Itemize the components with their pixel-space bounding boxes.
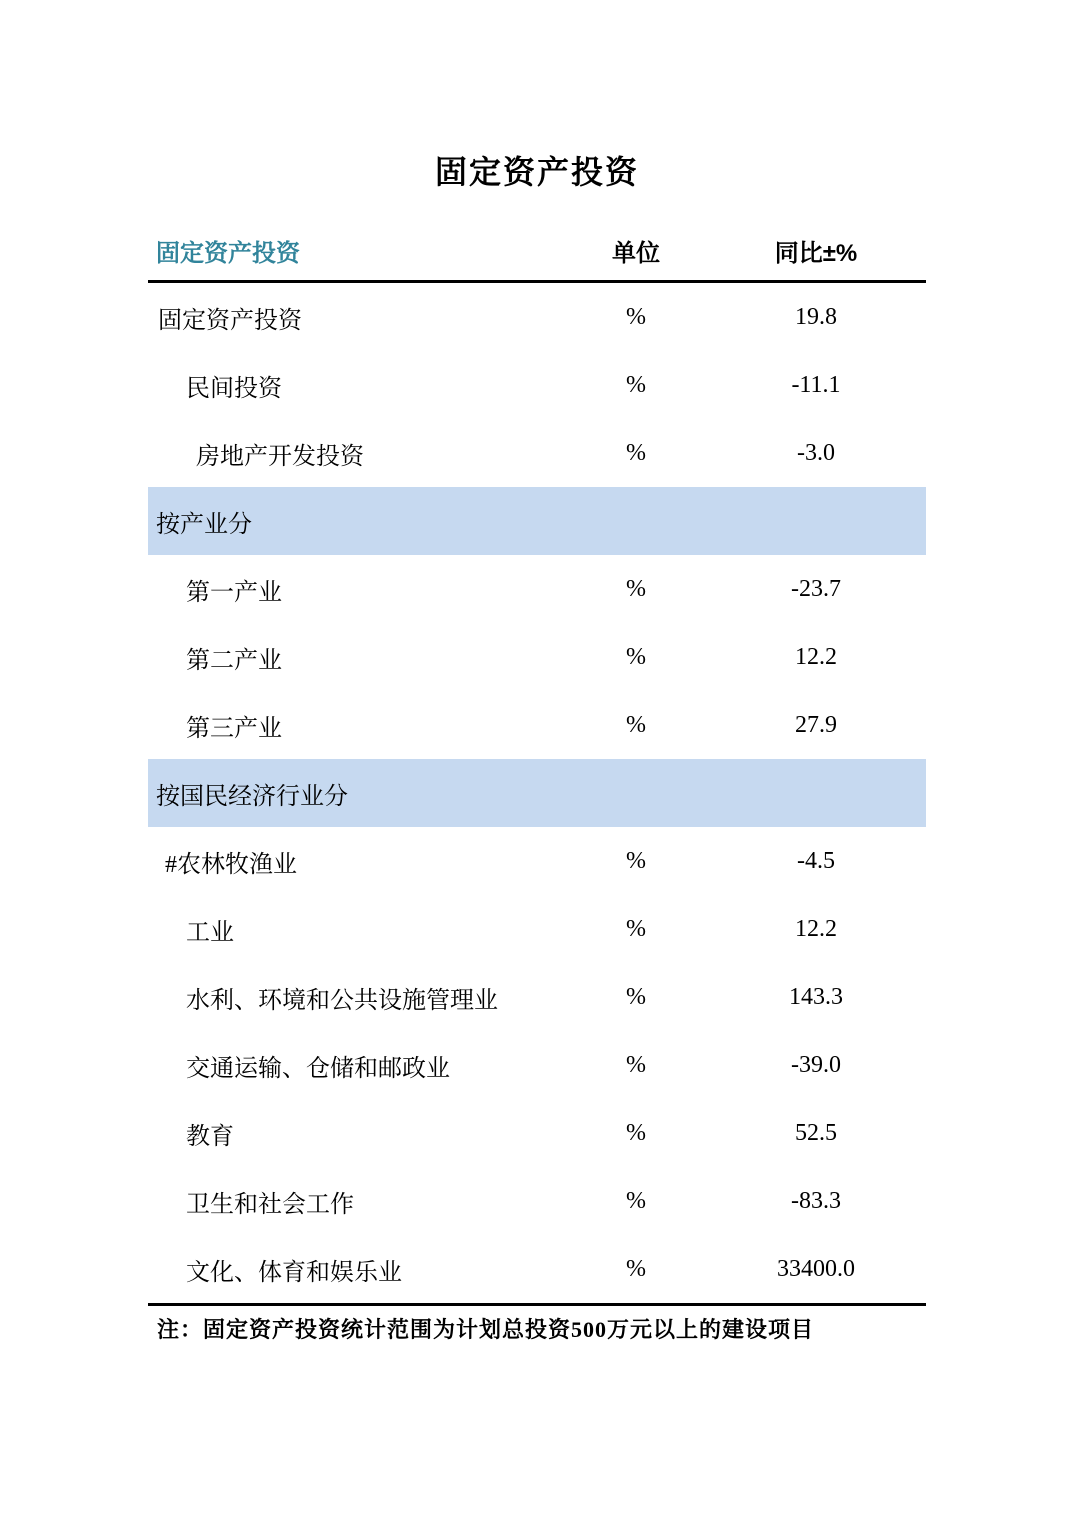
row-unit: % (626, 847, 646, 874)
table-row (148, 1031, 926, 1099)
section-band-by-economic-sector (148, 759, 926, 827)
row-unit: % (626, 371, 646, 398)
row-label: 教育 (186, 1123, 234, 1150)
row-value: 12.2 (795, 915, 837, 942)
section-band-by-industry-tier (148, 487, 926, 555)
row-value: 52.5 (795, 1119, 837, 1146)
table-row (148, 895, 926, 963)
row-value: 19.8 (795, 303, 837, 330)
table-row (148, 419, 926, 487)
row-value: -3.0 (797, 439, 835, 466)
table-row (148, 1167, 926, 1235)
row-label: 文化、体育和娱乐业 (186, 1259, 402, 1286)
row-unit: % (626, 711, 646, 738)
row-value: 12.2 (795, 643, 837, 670)
table-footnote: 注：固定资产投资统计范围为计划总投资500万元以上的建设项目 (157, 1317, 815, 1342)
row-label: 房地产开发投资 (196, 443, 364, 470)
row-value: 143.3 (789, 983, 843, 1010)
row-label: 民间投资 (186, 375, 282, 402)
row-unit: % (626, 983, 646, 1010)
section-band-label: 按产业分 (156, 511, 252, 538)
row-unit: % (626, 915, 646, 942)
table-row (148, 1235, 926, 1306)
row-label: 第三产业 (186, 715, 282, 742)
table-row (148, 963, 926, 1031)
row-value: -39.0 (791, 1051, 841, 1078)
table-row (148, 351, 926, 419)
table-header-row (148, 220, 926, 283)
table-row (148, 283, 926, 351)
section-band-label: 按国民经济行业分 (156, 783, 348, 810)
row-label: 卫生和社会工作 (186, 1191, 354, 1218)
row-unit: % (626, 439, 646, 466)
row-value: -11.1 (791, 371, 841, 398)
row-value: -23.7 (791, 575, 841, 602)
table-header-unit: 单位 (612, 239, 660, 267)
row-unit: % (626, 303, 646, 330)
fixed-asset-investment-table (148, 220, 926, 1306)
table-row (148, 691, 926, 759)
row-unit: % (626, 1051, 646, 1078)
table-row (148, 555, 926, 623)
row-label: 第二产业 (186, 647, 282, 674)
row-unit: % (626, 1255, 646, 1282)
table-row (148, 1099, 926, 1167)
table-header-name: 固定资产投资 (156, 240, 300, 267)
row-value: 27.9 (795, 711, 837, 738)
row-value: -83.3 (791, 1187, 841, 1214)
row-value: 33400.0 (777, 1255, 855, 1282)
row-unit: % (626, 1187, 646, 1214)
row-label: #农林牧渔业 (165, 851, 297, 878)
row-unit: % (626, 643, 646, 670)
row-unit: % (626, 575, 646, 602)
page-title: 固定资产投资 (434, 154, 639, 190)
table-row (148, 623, 926, 691)
row-label: 固定资产投资 (158, 307, 302, 334)
table-header-yoy: 同比±% (774, 239, 858, 267)
row-label: 水利、环境和公共设施管理业 (186, 987, 498, 1014)
row-label: 工业 (186, 919, 234, 946)
row-unit: % (626, 1119, 646, 1146)
row-label: 第一产业 (186, 579, 282, 606)
row-value: -4.5 (797, 847, 835, 874)
table-row (148, 827, 926, 895)
row-label: 交通运输、仓储和邮政业 (186, 1055, 450, 1082)
